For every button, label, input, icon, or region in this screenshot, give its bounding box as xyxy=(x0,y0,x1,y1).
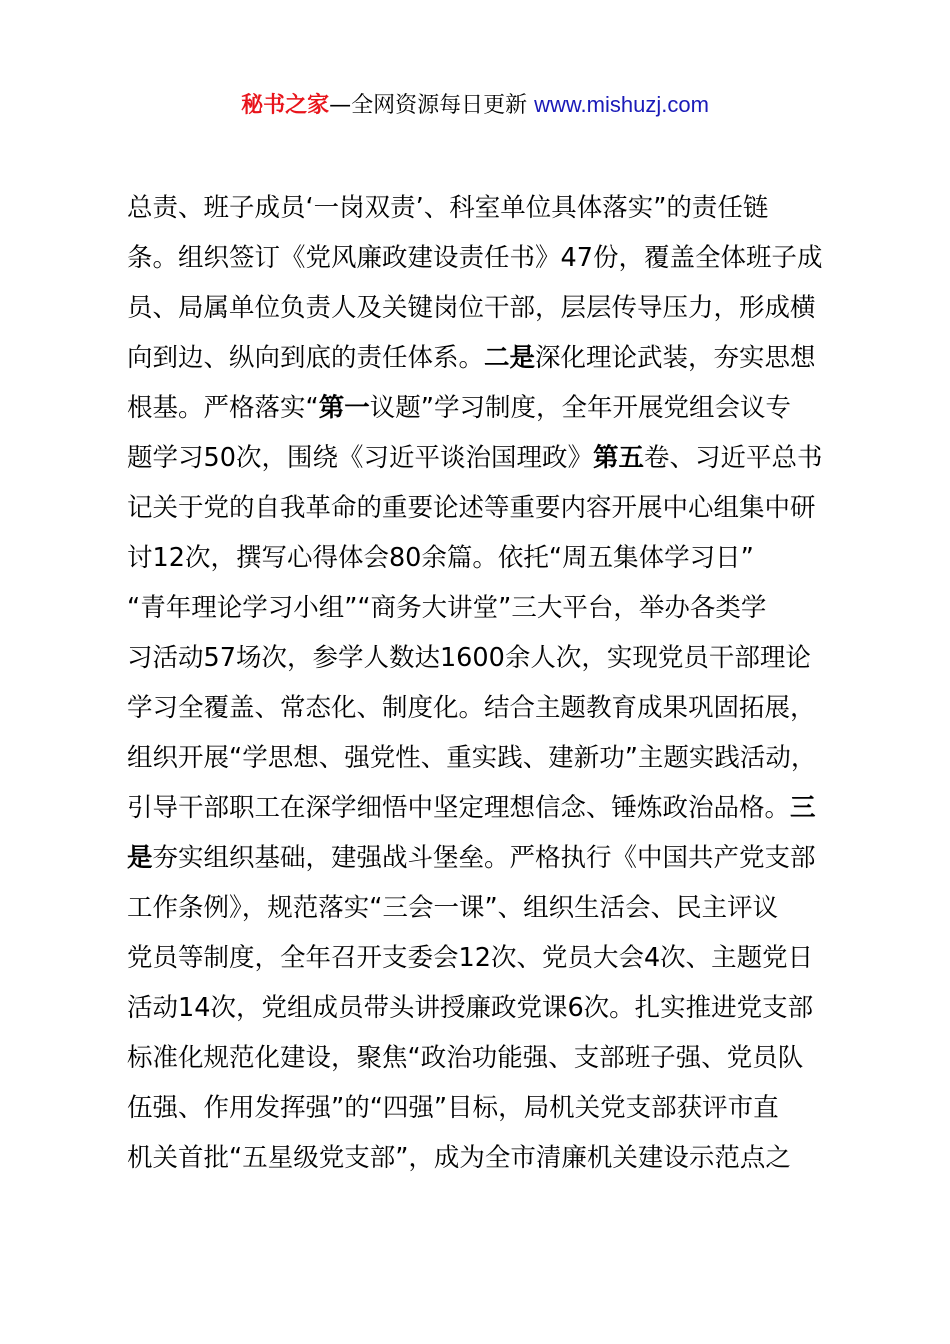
brand-name: 秘书之家 xyxy=(241,93,330,118)
website-link[interactable]: www.mishuzj.com xyxy=(534,92,709,117)
text-line xyxy=(127,683,837,733)
text-segment: 标准化规范化建设，聚焦“政治功能强、支部班子强、党员队 xyxy=(127,1043,804,1073)
text-line xyxy=(127,633,837,683)
text-line xyxy=(127,1083,837,1133)
bold-text-segment: 三 xyxy=(790,793,816,823)
text-segment: 机关首批“五星级党支部”，成为全市清廉机关建设示范点之 xyxy=(127,1143,791,1173)
text-line xyxy=(127,1033,837,1083)
text-segment: 记关于党的自我革命的重要论述等重要内容开展中心组集中研 xyxy=(127,493,816,523)
text-segment: 条。组织签订《党风廉政建设责任书》47份，覆盖全体班子成 xyxy=(127,243,823,273)
text-segment: 向到边、纵向到底的责任体系。 xyxy=(127,343,485,373)
page-header xyxy=(0,88,950,123)
text-line xyxy=(127,1133,837,1183)
text-line xyxy=(127,533,837,583)
text-segment: 习活动57场次，参学人数达1600余人次，实现党员干部理论 xyxy=(127,643,811,673)
text-segment: 议题”学习制度，全年开展党组会议专 xyxy=(369,393,791,423)
text-segment: 学习全覆盖、常态化、制度化。结合主题教育成果巩固拓展， xyxy=(127,693,816,723)
text-segment: 题学习50次，围绕《习近平谈治国理政》 xyxy=(127,443,593,473)
text-segment: 工作条例》，规范落实“三会一课”、组织生活会、民主评议 xyxy=(127,893,779,923)
text-line xyxy=(127,833,837,883)
text-line xyxy=(127,383,837,433)
text-line xyxy=(127,483,837,533)
text-line xyxy=(127,333,837,383)
text-segment: 讨12次，撰写心得体会80余篇。依托“周五集体学习日” xyxy=(127,543,754,573)
text-line xyxy=(127,183,837,233)
text-segment: 活动14次，党组成员带头讲授廉政党课6次。扎实推进党支部 xyxy=(127,993,814,1023)
text-segment: “青年理论学习小组”“商务大讲堂”三大平台，举办各类学 xyxy=(127,593,767,623)
text-line xyxy=(127,933,837,983)
text-line xyxy=(127,583,837,633)
text-line xyxy=(127,783,837,833)
header-tagline: —全网资源每日更新 xyxy=(329,93,528,118)
text-segment: 深化理论武装，夯实思想 xyxy=(535,343,816,373)
text-segment: 伍强、作用发挥强”的“四强”目标，局机关党支部获评市直 xyxy=(127,1093,779,1123)
bold-text-segment: 第五 xyxy=(592,443,644,473)
text-segment: 引导干部职工在深学细悟中坚定理想信念、锤炼政治品格。 xyxy=(127,793,791,823)
text-line xyxy=(127,433,837,483)
text-segment: 员、局属单位负责人及关键岗位干部，层层传导压力，形成横 xyxy=(127,293,816,323)
text-line xyxy=(127,883,837,933)
text-segment: 夯实组织基础，建强战斗堡垒。严格执行《中国共产党支部 xyxy=(152,843,816,873)
text-segment: 总责、班子成员‘一岗双责’、科室单位具体落实”的责任链 xyxy=(127,193,769,223)
text-segment: 卷、习近平总书 xyxy=(643,443,823,473)
document-body xyxy=(127,183,837,1183)
text-segment: 根基。严格落实“ xyxy=(127,393,319,423)
bold-text-segment: 二是 xyxy=(484,343,536,373)
bold-text-segment: 第一 xyxy=(318,393,370,423)
text-segment: 组织开展“学思想、强党性、重实践、建新功”主题实践活动， xyxy=(127,743,817,773)
text-line xyxy=(127,233,837,283)
text-line xyxy=(127,733,837,783)
bold-text-segment: 是 xyxy=(127,843,153,873)
text-line xyxy=(127,283,837,333)
text-line xyxy=(127,983,837,1033)
text-segment: 党员等制度，全年召开支委会12次、党员大会4次、主题党日 xyxy=(127,943,814,973)
